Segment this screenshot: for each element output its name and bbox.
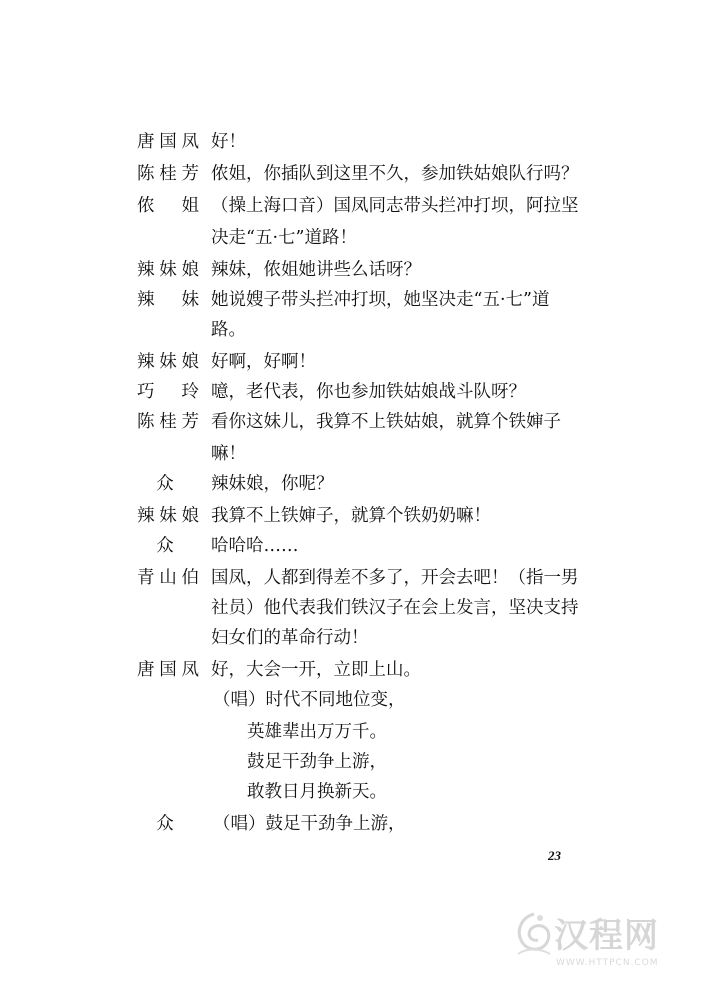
song-line <box>0 682 710 718</box>
dialogue-text: 看你这妹儿，我算不上铁姑娘，就算个铁婶子 <box>211 412 561 432</box>
song-text: 鼓足干劲争上游， <box>247 752 387 772</box>
watermark-logo-icon <box>510 908 558 964</box>
dialogue-text: 妇女们的革命行动！ <box>211 628 369 648</box>
dialogue-text: 噫，老代表，你也参加铁姑娘战斗队呀？ <box>211 382 526 402</box>
dialogue-text: 社员）他代表我们铁汉子在会上发言，坚决支持 <box>211 598 579 618</box>
dialogue-text: 嘛！ <box>211 444 246 464</box>
dialogue-text: 辣妹，侬姐她讲些么话呀？ <box>211 260 421 280</box>
dialogue-text: 国凤，人都到得差不多了，开会去吧！（指一男 <box>211 568 579 588</box>
watermark-text: 汉程网 <box>554 916 659 956</box>
speaker-label: 唐国凤 <box>137 660 199 680</box>
dialogue-text: 好！ <box>211 132 246 152</box>
dialogue-line <box>0 220 710 256</box>
speaker-label: 辣妹娘 <box>137 260 199 280</box>
song-text: （唱）时代不同地位变， <box>213 690 406 710</box>
dialogue-line <box>0 156 710 192</box>
speaker-label: 辣妹娘 <box>137 352 199 372</box>
dialogue-text: 她说嫂子带头拦冲打坝，她坚决走“五·七”道 <box>211 290 550 310</box>
speaker-label: 巧 玲 <box>137 382 199 402</box>
song-line <box>0 774 710 810</box>
dialogue-text: 辣妹娘，你呢？ <box>211 474 334 494</box>
speaker-label: 辣妹娘 <box>137 506 199 526</box>
speaker-label: 辣 妹 <box>137 290 199 310</box>
dialogue-line <box>0 312 710 348</box>
dialogue-line <box>0 124 710 160</box>
dialogue-text: 好啊，好啊！ <box>211 352 316 372</box>
watermark-url: WWW.HTTPCN.COM <box>556 958 659 968</box>
dialogue-line <box>0 620 710 656</box>
song-line <box>0 806 710 842</box>
dialogue-line <box>0 528 710 564</box>
dialogue-line <box>0 188 710 224</box>
song-text: 敢教日月换新天。 <box>247 782 387 802</box>
dialogue-line <box>0 404 710 440</box>
speaker-label: 陈桂芳 <box>137 412 199 432</box>
page-number: 23 <box>548 848 561 863</box>
dialogue-text: 决走“五·七”道路！ <box>211 228 357 248</box>
dialogue-line <box>0 466 710 502</box>
watermark <box>510 908 700 978</box>
dialogue-text: 哈哈哈…… <box>211 536 299 556</box>
speaker-label: 唐国凤 <box>137 132 199 152</box>
speaker-label: 众 <box>156 536 174 556</box>
speaker-label: 青山伯 <box>137 568 199 588</box>
dialogue-text: 好，大会一开，立即上山。 <box>211 660 421 680</box>
song-text: （唱）鼓足干劲争上游， <box>213 814 406 834</box>
dialogue-text: （操上海口音）国凤同志带头拦冲打坝，阿拉坚 <box>211 196 579 216</box>
song-text: 英雄辈出万万千。 <box>247 722 387 742</box>
speaker-label: 众 <box>156 474 174 494</box>
dialogue-text: 路。 <box>211 320 246 340</box>
speaker-label: 众 <box>156 814 174 834</box>
dialogue-text: 侬姐，你插队到这里不久，参加铁姑娘队行吗？ <box>211 164 579 184</box>
speaker-label: 陈桂芳 <box>137 164 199 184</box>
dialogue-text: 我算不上铁婶子，就算个铁奶奶嘛！ <box>211 506 491 526</box>
speaker-label: 侬 姐 <box>137 196 199 216</box>
